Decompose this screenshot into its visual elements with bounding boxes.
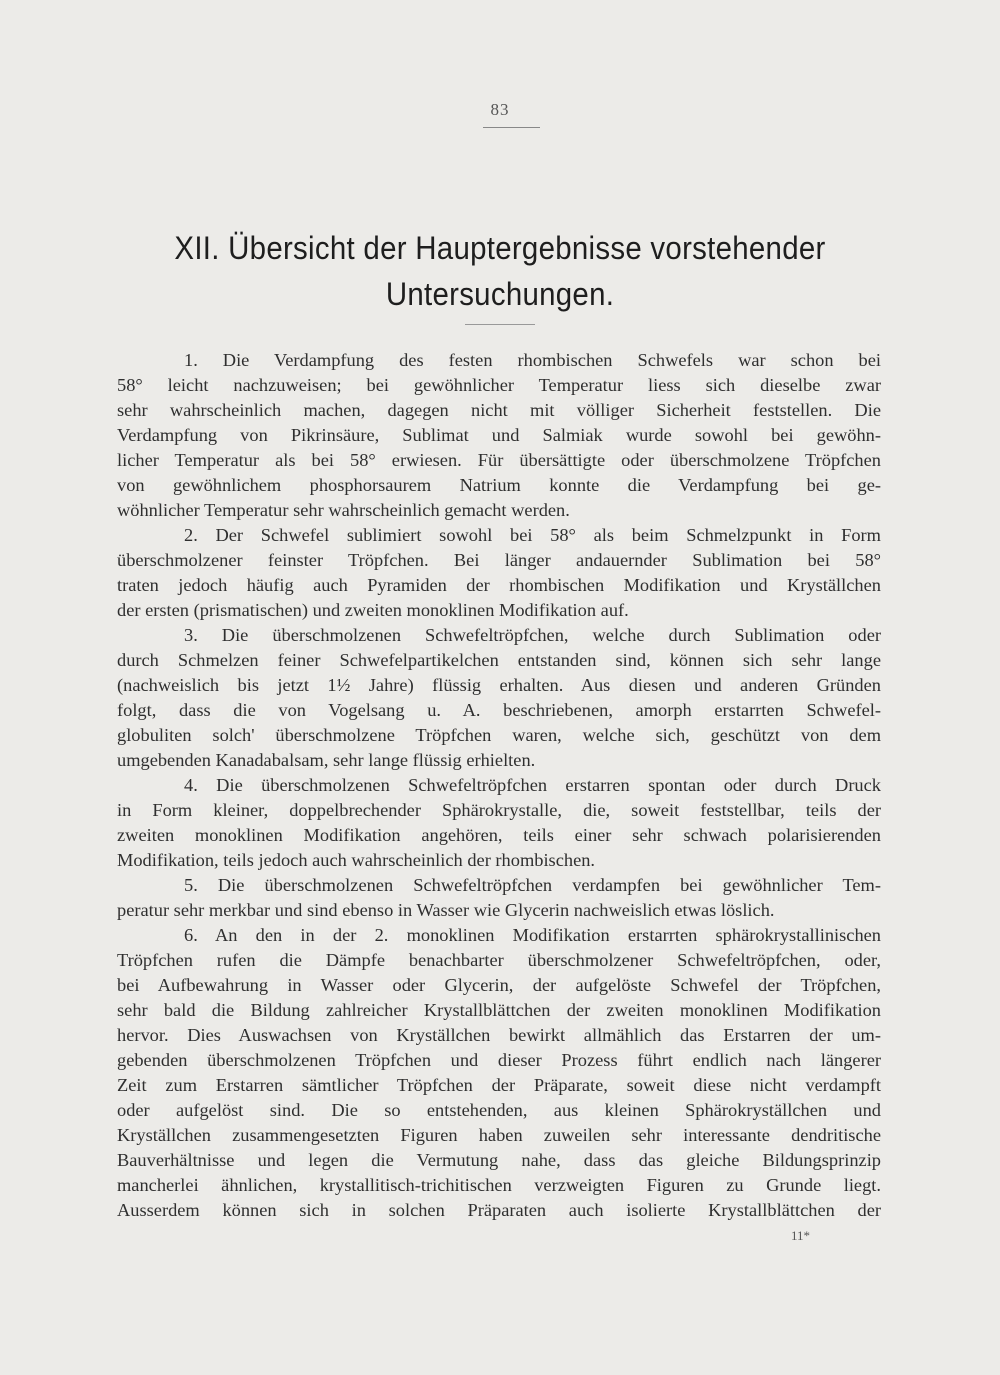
body-line: 1. Die Verdampfung des festen rhombischen Schwefels war schon bei <box>184 350 881 370</box>
body-line: umgebenden Kanadabalsam, sehr lange flüssig erhielten. <box>117 750 536 770</box>
header-rule <box>483 127 540 128</box>
body-line: 3. Die überschmolzenen Schwefeltröpfchen, welche durch Sublimation oder <box>184 625 881 645</box>
body-line: Kryställchen zusammengesetzten Figuren haben zuweilen sehr interessante dendritische <box>117 1125 881 1145</box>
body-line: sehr bald die Bildung zahlreicher Krystallblättchen der zweiten monoklinen Modifikation <box>117 1000 881 1020</box>
body-line: hervor. Dies Auswachsen von Kryställchen bewirkt allmählich das Erstarren der um- <box>117 1025 881 1045</box>
body-line: überschmolzener feinster Tröpfchen. Bei länger andauernder Sublimation bei 58° <box>117 550 881 570</box>
body-line: zweiten monoklinen Modifikation angehören, teils einer sehr schwach polarisierenden <box>117 825 881 845</box>
body-line: wöhnlicher Temperatur sehr wahrscheinlich gemacht werden. <box>117 500 570 520</box>
body-line: traten jedoch häufig auch Pyramiden der rhombischen Modifikation und Kryställchen <box>117 575 881 595</box>
body-line: 5. Die überschmolzenen Schwefeltröpfchen verdampfen bei gewöhnlicher Tem- <box>184 875 881 895</box>
body-line: von gewöhnlichem phosphorsaurem Natrium konnte die Verdampfung bei ge- <box>117 475 881 495</box>
signature-mark: 11* <box>791 1228 811 1243</box>
body-line: oder aufgelöst sind. Die so entstehenden, aus kleinen Sphärokryställchen und <box>117 1100 881 1120</box>
body-line: bei Aufbewahrung in Wasser oder Glycerin, der aufgelöste Schwefel der Tröpfchen, <box>117 975 881 995</box>
body-text <box>117 348 881 1223</box>
body-line: Modifikation, teils jedoch auch wahrscheinlich der rhombischen. <box>117 850 596 870</box>
body-line: 6. An den in der 2. monoklinen Modifikation erstarrten sphärokrystallinischen <box>184 925 881 945</box>
body-line: Tröpfchen rufen die Dämpfe benachbarter überschmolzener Schwefeltröpfchen, oder, <box>117 950 881 970</box>
body-line: Ausserdem können sich in solchen Präparaten auch isolierte Krystallblättchen der <box>117 1200 881 1220</box>
chapter-title <box>150 225 849 317</box>
body-line: peratur sehr merkbar und sind ebenso in Wasser wie Glycerin nachweislich etwas löslich. <box>117 900 775 920</box>
page-number: 83 <box>490 100 510 119</box>
body-line: Zeit zum Erstarren sämtlicher Tröpfchen der Präparate, soweit diese nicht verdampft <box>117 1075 881 1095</box>
body-line: der ersten (prismatischen) und zweiten monoklinen Modifikation auf. <box>117 600 629 620</box>
body-line: durch Schmelzen feiner Schwefelpartikelchen entstanden sind, können sich sehr lange <box>117 650 881 670</box>
chapter-title-line-1: XII. Übersicht der Hauptergebnisse vorstehender <box>174 230 826 266</box>
title-rule <box>465 324 535 325</box>
body-line: 2. Der Schwefel sublimiert sowohl bei 58° als beim Schmelzpunkt in Form <box>184 525 881 545</box>
body-line: Bauverhältnisse und legen die Vermutung nahe, dass das gleiche Bildungsprinzip <box>117 1150 881 1170</box>
body-line: sehr wahrscheinlich machen, dagegen nicht mit völliger Sicherheit feststellen. Die <box>117 400 881 420</box>
body-line: folgt, dass die von Vogelsang u. A. beschriebenen, amorph erstarrten Schwefel- <box>117 700 881 720</box>
chapter-title-line-2: Untersuchungen. <box>385 276 615 312</box>
body-line: 4. Die überschmolzenen Schwefeltröpfchen erstarren spontan oder durch Druck <box>184 775 881 795</box>
body-line: globuliten solch' überschmolzene Tröpfchen waren, welche sich, geschützt von dem <box>117 725 881 745</box>
body-line: 58° leicht nachzuweisen; bei gewöhnlicher Temperatur liess sich dieselbe zwar <box>117 375 881 395</box>
body-line: mancherlei ähnlichen, krystallitisch-trichitischen verzweigten Figuren zu Grunde liegt. <box>117 1175 881 1195</box>
body-line: gebenden überschmolzenen Tröpfchen und dieser Prozess führt endlich nach längerer <box>117 1050 881 1070</box>
body-line: (nachweislich bis jetzt 1½ Jahre) flüssig erhalten. Aus diesen und anderen Gründen <box>117 675 881 695</box>
body-line: in Form kleiner, doppelbrechender Sphärokrystalle, die, soweit feststellbar, teils der <box>117 800 881 820</box>
body-line: licher Temperatur als bei 58° erwiesen. Für übersättigte oder überschmolzene Tröpfchen <box>117 450 881 470</box>
body-line: Verdampfung von Pikrinsäure, Sublimat und Salmiak wurde sowohl bei gewöhn- <box>117 425 881 445</box>
